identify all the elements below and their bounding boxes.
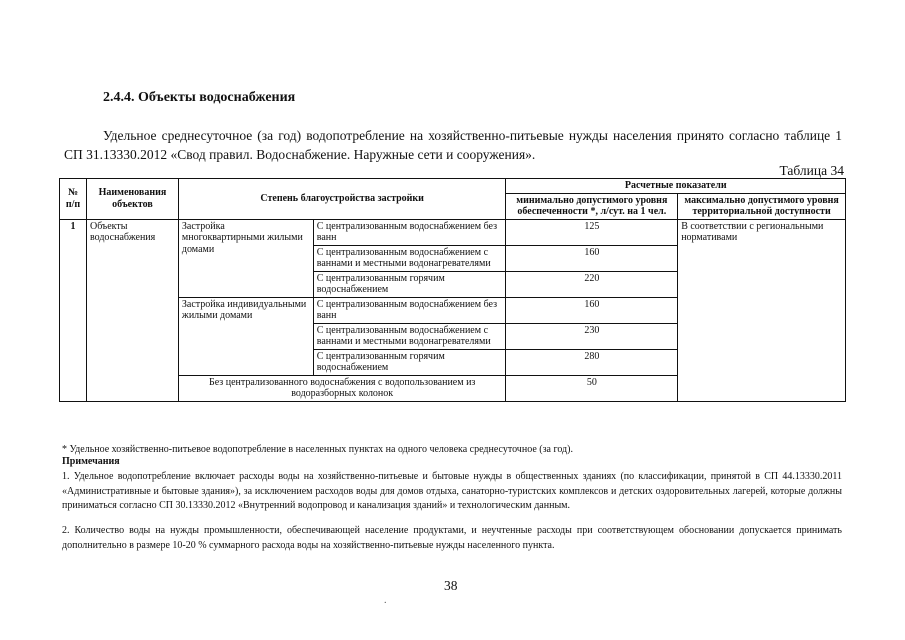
no-central-value: 50 bbox=[506, 375, 678, 401]
header-name: Наименования объектов bbox=[86, 179, 178, 220]
item-value: 125 bbox=[506, 219, 678, 245]
max-level-value: В соответствии с региональными нормативами bbox=[678, 219, 846, 401]
row-num: 1 bbox=[60, 219, 87, 401]
header-calc-group: Расчетные показатели bbox=[506, 179, 846, 194]
stray-mark: . bbox=[384, 595, 387, 606]
item-desc: С централизованным водоснабжением без ванн bbox=[313, 297, 506, 323]
item-desc: С централизованным водоснабжением с ваннами и местными водонагревателями bbox=[313, 323, 506, 349]
item-value: 220 bbox=[506, 271, 678, 297]
header-min-level: минимально допустимого уровня обеспеченности *, л/сут. на 1 чел. bbox=[506, 193, 678, 219]
water-supply-table bbox=[59, 178, 846, 402]
item-value: 280 bbox=[506, 349, 678, 375]
group-individual-houses: Застройка индивидуальными жилыми домами bbox=[178, 297, 313, 375]
header-num: № п/п bbox=[60, 179, 87, 220]
item-desc: С централизованным водоснабжением без ванн bbox=[313, 219, 506, 245]
row-name: Объекты водоснабжения bbox=[86, 219, 178, 401]
page-number: 38 bbox=[444, 578, 458, 593]
table-row bbox=[60, 219, 846, 245]
item-value: 160 bbox=[506, 297, 678, 323]
no-central-desc: Без централизованного водоснабжения с водопользованием из водоразборных колонок bbox=[178, 375, 506, 401]
note-1: 1. Удельное водопотребление включает расходы воды на хозяйственно-питьевые и бытовые нужды в общественных зданиях (по классификации, принятой в СП 44.13330.2011 «Административные и бытовые здания»), за исключением расходов воды для домов отдыха, санаторно-туристских комплексов и детских оздоровительных лагерей, которые должны приниматься согласно СП 30.13330.2012 «Внутренний водопровод и канализация зданий» и технологическим данным. bbox=[62, 471, 842, 511]
table-header-row bbox=[60, 179, 846, 194]
item-desc: С централизованным горячим водоснабжением bbox=[313, 271, 506, 297]
item-desc: С централизованным горячим водоснабжением bbox=[313, 349, 506, 375]
group-multi-apartment: Застройка многоквартирными жилыми домами bbox=[178, 219, 313, 297]
item-value: 230 bbox=[506, 323, 678, 349]
footnote: * Удельное хозяйственно-питьевое водопотребление в населенных пунктах на одного человека среднесуточное (за год). bbox=[62, 444, 573, 455]
item-desc: С централизованным водоснабжением с ваннами и местными водонагревателями bbox=[313, 245, 506, 271]
section-heading: 2.4.4. Объекты водоснабжения bbox=[103, 90, 296, 105]
note-2: 2. Количество воды на нужды промышленности, обеспечивающей население продуктами, и неучтенные расходы при соответствующем обосновании допускается принимать дополнительно в размере 10-20 % суммарного расхода воды на хозяйственно-питьевые нужды населенного пункта. bbox=[62, 525, 842, 551]
table-caption: Таблица 34 bbox=[779, 163, 844, 178]
notes-title: Примечания bbox=[62, 456, 120, 467]
header-degree: Степень благоустройства застройки bbox=[178, 179, 506, 220]
item-value: 160 bbox=[506, 245, 678, 271]
header-max-level: максимально допустимого уровня территориальной доступности bbox=[678, 193, 846, 219]
intro-paragraph: Удельное среднесуточное (за год) водопотребление на хозяйственно-питьевые нужды населения принято согласно таблице 1 СП 31.13330.2012 «Свод правил. Водоснабжение. Наружные сети и сооружения». bbox=[64, 128, 842, 162]
